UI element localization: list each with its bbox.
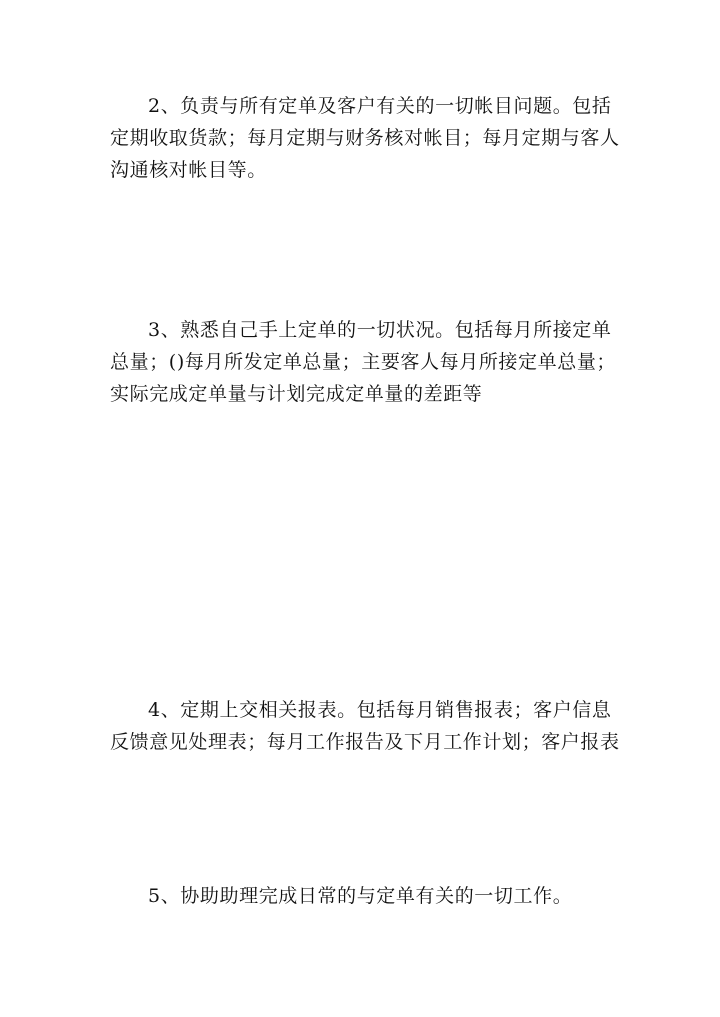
paragraph-line: 总量；()每月所发定单总量；主要客人每月所接定单总量； — [110, 351, 617, 373]
paragraph-line: 2、负责与所有定单及客户有关的一切帐目问题。包括 — [148, 95, 612, 117]
paragraph-line: 定期收取货款；每月定期与财务核对帐目；每月定期与客人 — [110, 127, 620, 149]
paragraph-item-4 — [110, 694, 620, 758]
paragraph-line: 沟通核对帐目等。 — [110, 159, 267, 181]
paragraph-line: 3、熟悉自己手上定单的一切状况。包括每月所接定单 — [148, 319, 612, 341]
paragraph-line: 4、定期上交相关报表。包括每月销售报表；客户信息 — [148, 699, 612, 721]
paragraph-item-5 — [110, 880, 615, 912]
paragraph-item-2 — [110, 90, 620, 186]
paragraph-line: 实际完成定单量与计划完成定单量的差距等 — [110, 383, 483, 405]
paragraph-item-3 — [110, 314, 615, 410]
paragraph-line: 5、协助助理完成日常的与定单有关的一切工作。 — [148, 885, 573, 907]
paragraph-line: 反馈意见处理表；每月工作报告及下月工作计划；客户报表 — [110, 731, 620, 753]
